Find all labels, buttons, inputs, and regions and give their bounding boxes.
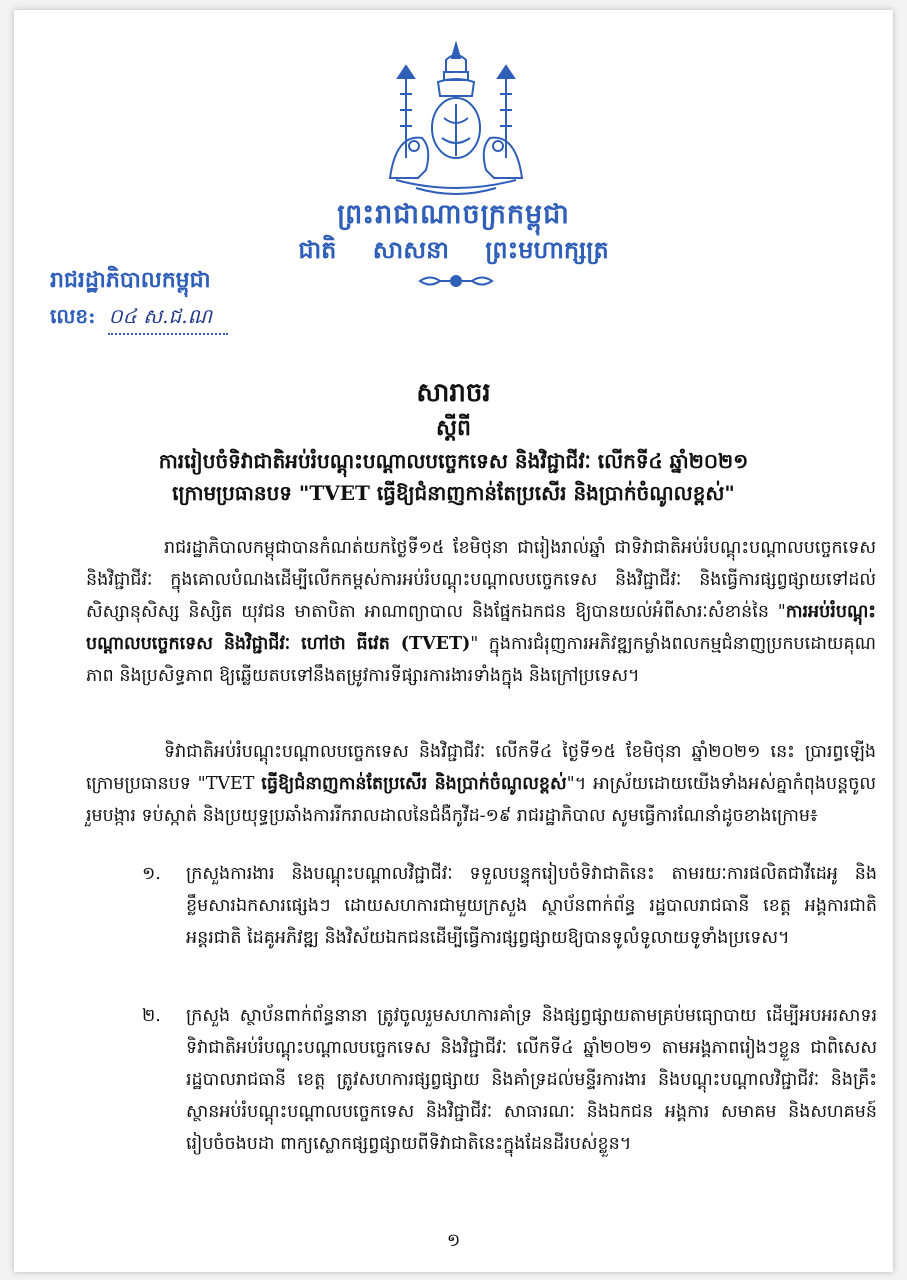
paragraph-2-text-a: ទិវាជាតិអប់រំបណ្តុះបណ្តាលបច្ចេកទេស និងវិជ្ជាជីវៈ លើកទី៤ ថ្ងៃទី១៥ ខែមិថុនា ឆ្នាំ២០២១ នេះ ប្រារព្ធឡើងក្រោមប្រធានបទ "TVET bbox=[86, 742, 876, 794]
paragraph-2-bold: ធ្វើឱ្យជំនាញកាន់តែប្រសើរ និងប្រាក់ចំណូលខ្ពស់ bbox=[261, 774, 567, 794]
paragraph-1-text-b: " ក្នុងការជំរុញការអភិវឌ្ឍកម្លាំងពលកម្មជំនាញប្រកបដោយគុណភាព និងប្រសិទ្ធភាព ឱ្យឆ្លើយតបទៅនឹងតម្រូវការទីផ្សារការងារទាំងក្នុង និងក្រៅប្រទេស។ bbox=[86, 634, 876, 686]
document-type: សារាចរ bbox=[416, 378, 491, 408]
document-about: ស្តីពី bbox=[436, 415, 471, 441]
paragraph-1 bbox=[86, 532, 876, 692]
list-item-number: ១. bbox=[142, 864, 161, 884]
document-title-line-2: ក្រោមប្រធានបទ "TVET ធ្វើឱ្យជំនាញកាន់តែប្រសើរ និងប្រាក់ចំណូលខ្ពស់" bbox=[172, 481, 735, 505]
royal-coat-of-arms-icon bbox=[376, 38, 536, 198]
paragraph-1-text-a: រាជរដ្ឋាភិបាលកម្ពុជាបានកំណត់យកថ្ងៃទី១៥ ខែមិថុនា ជារៀងរាល់ឆ្នាំ ជាទិវាជាតិអប់រំបណ្តុះបណ្តាលបច្ចេកទេស និងវិជ្ជាជីវៈ ក្នុងគោលបំណងដើម្បីលើកកម្ពស់ការអប់រំបណ្តុះបណ្តាលបច្ចេកទេស និងវិជ្ជាជីវៈ និងធ្វើការផ្សព្វផ្សាយទៅដល់សិស្សានុសិស្ស និស្សិត យុវជន មាតាបិតា អាណាព្យាបាល និងផ្នែកឯកជន ឱ្យបានយល់អំពីសារៈសំខាន់នៃ " bbox=[86, 538, 876, 622]
list-item-text: ក្រសួងការងារ និងបណ្តុះបណ្តាលវិជ្ជាជីវៈ ទទួលបន្ទុករៀបចំទិវាជាតិនេះ តាមរយៈការផលិតជាវីដេអូ និងខ្លឹមសារឯកសារផ្សេងៗ ដោយសហការជាមួយក្រសួង ស្ថាប័នពាក់ព័ន្ធ រដ្ឋបាលរាជធានី ខេត្ត អង្គការជាតិ អន្តរជាតិ ដៃគូអភិវឌ្ឍ និងវិស័យឯកជនដើម្បីធ្វើការផ្សព្វផ្សាយឱ្យបានទូលំទូលាយទូទាំងប្រទេស។ bbox=[186, 864, 877, 948]
kingdom-name: ព្រះរាជាណាចក្រកម្ពុជា bbox=[337, 199, 570, 230]
reference-value: ០៤ ស.ជ.ណ bbox=[108, 303, 228, 335]
national-motto: ជាតិ សាសនា ព្រះមហាក្សត្រ bbox=[298, 235, 609, 264]
document-page bbox=[14, 10, 893, 1272]
page-number: ១ bbox=[446, 1230, 461, 1251]
paragraph-2 bbox=[86, 736, 876, 832]
reference-number bbox=[50, 303, 228, 335]
reference-label: លេខ: bbox=[50, 304, 96, 328]
list-item bbox=[142, 1000, 877, 1160]
list-item bbox=[142, 858, 877, 954]
paragraph-1-bold: ការអប់រំបណ្តុះបណ្តាលបច្ចេកទេស និងវិជ្ជាជីវៈ ហៅថា ធីវេត (TVET) bbox=[86, 602, 876, 654]
ornament-divider-icon bbox=[416, 272, 496, 290]
list-item-text: ក្រសួង ស្ថាប័នពាក់ព័ន្ធនានា ត្រូវចូលរួមសហការគាំទ្រ និងផ្សព្វផ្សាយតាមគ្រប់មធ្យោបាយ ដើម្បីអបអរសាទរទិវាជាតិអប់រំបណ្តុះបណ្តាលបច្ចេកទេស និងវិជ្ជាជីវៈ លើកទី៤ ឆ្នាំ២០២១ តាមអង្គភាពរៀងៗខ្លួន ជាពិសេស រដ្ឋបាលរាជធានី ខេត្ត ត្រូវសហការផ្សព្វផ្សាយ និងគាំទ្រដល់មន្ទីរការងារ និងបណ្តុះបណ្តាលវិជ្ជាជីវៈ និងគ្រឹះស្ថានអប់រំបណ្តុះបណ្តាលបច្ចេកទេស និងវិជ្ជាជីវៈ សាធារណៈ និងឯកជន អង្គការ សមាគម និងសហគមន៍ រៀបចំចងបដា ពាក្យស្លោកផ្សព្វផ្សាយពីទិវាជាតិនេះក្នុងដែនដីរបស់ខ្លួន។ bbox=[186, 1006, 877, 1154]
list-item-number: ២. bbox=[142, 1006, 161, 1026]
government-name: រាជរដ្ឋាភិបាលកម្ពុជា bbox=[50, 267, 211, 293]
paragraph-2-text-b: "។ អាស្រ័យដោយយើងទាំងអស់គ្នាកំពុងបន្តចូលរួមបង្ការ ទប់ស្កាត់ និងប្រយុទ្ធប្រឆាំងការរីករាលដាលនៃជំងឺកូវីដ-១៩ រាជរដ្ឋាភិបាល សូមធ្វើការណែនាំដូចខាងក្រោម៖ bbox=[86, 774, 876, 826]
document-title-line-1: ការរៀបចំទិវាជាតិអប់រំបណ្តុះបណ្តាលបច្ចេកទេស និងវិជ្ជាជីវៈ លើកទី៤ ឆ្នាំ២០២១ bbox=[158, 449, 749, 473]
